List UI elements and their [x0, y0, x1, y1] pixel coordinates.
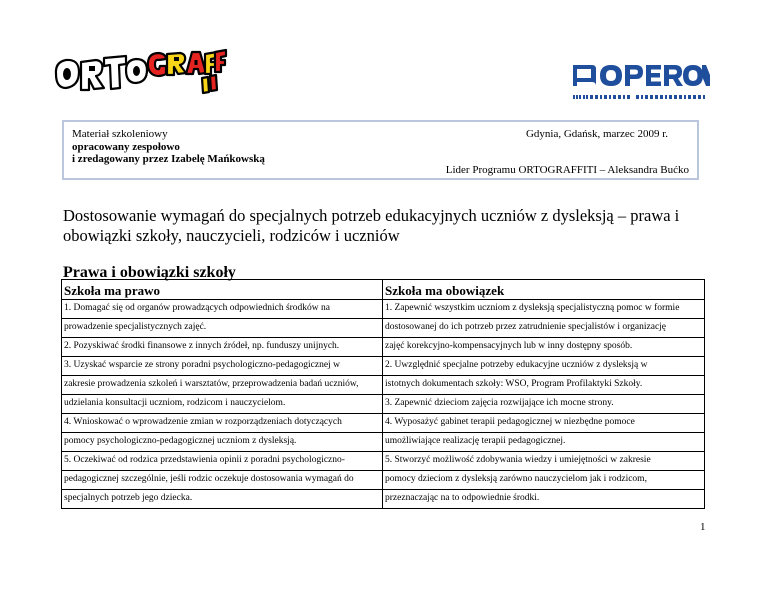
table-row: [62, 319, 705, 338]
table-row: [62, 433, 705, 452]
duties-cell: przeznaczając na to odpowiednie środki.: [383, 490, 705, 509]
rights-cell: pedagogicznej szczególnie, jeśli rodzic oczekuje dostosowania wymagań do: [62, 471, 383, 490]
authorship-line: opracowany zespołowo: [72, 140, 180, 153]
table-row: [62, 357, 705, 376]
rights-cell: 5. Oczekiwać od rodzica przedstawienia opinii z poradni psychologiczno-: [62, 452, 383, 471]
material-type: Materiał szkoleniowy: [72, 128, 168, 140]
rights-cell: 2. Pozyskiwać środki finansowe z innych źródeł, np. funduszy unijnych.: [62, 338, 383, 357]
duties-cell: pomocy dzieciom z dysleksją zarówno nauczycielom jak i rodzicom,: [383, 471, 705, 490]
duties-cell: umożliwiające realizację terapii pedagogicznej.: [383, 433, 705, 452]
program-leader: Lider Programu ORTOGRAFFITI – Aleksandra Bućko: [445, 164, 689, 176]
table-row: [62, 490, 705, 509]
duties-cell: zajęć korekcyjno-kompensacyjnych lub w inny dostępny sposób.: [383, 338, 705, 357]
table-row: [62, 338, 705, 357]
table-row: [62, 414, 705, 433]
duties-cell: 3. Zapewnić dzieciom zajęcia rozwijające ich mocne strony.: [383, 395, 705, 414]
rights-cell: zakresie prowadzenia szkoleń i warsztatów, przeprowadzenia badań uczniów,: [62, 376, 383, 395]
operon-logo: [570, 60, 712, 104]
editor-line: i zredagowany przez Izabelę Mańkowską: [72, 153, 265, 165]
rights-cell: 1. Domagać się od organów prowadzących odpowiednich środków na: [62, 300, 383, 319]
header-rights: Szkoła ma prawo: [62, 280, 383, 300]
table-row: [62, 452, 705, 471]
rights-duties-table: [61, 279, 705, 509]
table-row: [62, 471, 705, 490]
duties-cell: 5. Stworzyć możliwość zdobywania wiedzy i umiejętności w zakresie: [383, 452, 705, 471]
duties-cell: 4. Wyposażyć gabinet terapii pedagogicznej w niezbędne pomoce: [383, 414, 705, 433]
header-duties: Szkoła ma obowiązek: [383, 280, 705, 300]
rights-cell: udzielania konsultacji uczniom, rodzicom i nauczycielom.: [62, 395, 383, 414]
ortograffiti-logo: [52, 48, 230, 96]
table-row: [62, 376, 705, 395]
table-row: [62, 300, 705, 319]
rights-cell: prowadzenie specjalistycznych zajęć.: [62, 319, 383, 338]
table-header-row: [62, 280, 705, 300]
section-heading: Prawa i obowiązki szkoły: [63, 264, 236, 281]
place-date: Gdynia, Gdańsk, marzec 2009 r.: [525, 128, 668, 140]
duties-cell: 1. Zapewnić wszystkim uczniom z dysleksją specjalistyczną pomoc w formie: [383, 300, 705, 319]
rights-cell: specjalnych potrzeb jego dziecka.: [62, 490, 383, 509]
document-title: Dostosowanie wymagań do specjalnych potrzeb edukacyjnych uczniów z dysleksją – prawa i obowiązki szkoły, nauczycieli, rodziców i uczniów: [63, 206, 680, 245]
rights-cell: 3. Uzyskać wsparcie ze strony poradni psychologiczno-pedagogicznej w: [62, 357, 383, 376]
author-info: [72, 128, 265, 166]
page-number: 1: [700, 521, 706, 533]
duties-cell: dostosowanej do ich potrzeb przez zatrudnienie specjalistów i organizację: [383, 319, 705, 338]
duties-cell: 2. Uwzględnić specjalne potrzeby edukacyjne uczniów z dysleksją w: [383, 357, 705, 376]
duties-cell: istotnych dokumentach szkoły: WSO, Program Profilaktyki Szkoły.: [383, 376, 705, 395]
rights-cell: pomocy psychologiczno-pedagogicznej uczniom z dysleksją.: [62, 433, 383, 452]
document-info-box: [62, 120, 699, 180]
table-row: [62, 395, 705, 414]
rights-cell: 4. Wnioskować o wprowadzenie zmian w rozporządzeniach dotyczących: [62, 414, 383, 433]
